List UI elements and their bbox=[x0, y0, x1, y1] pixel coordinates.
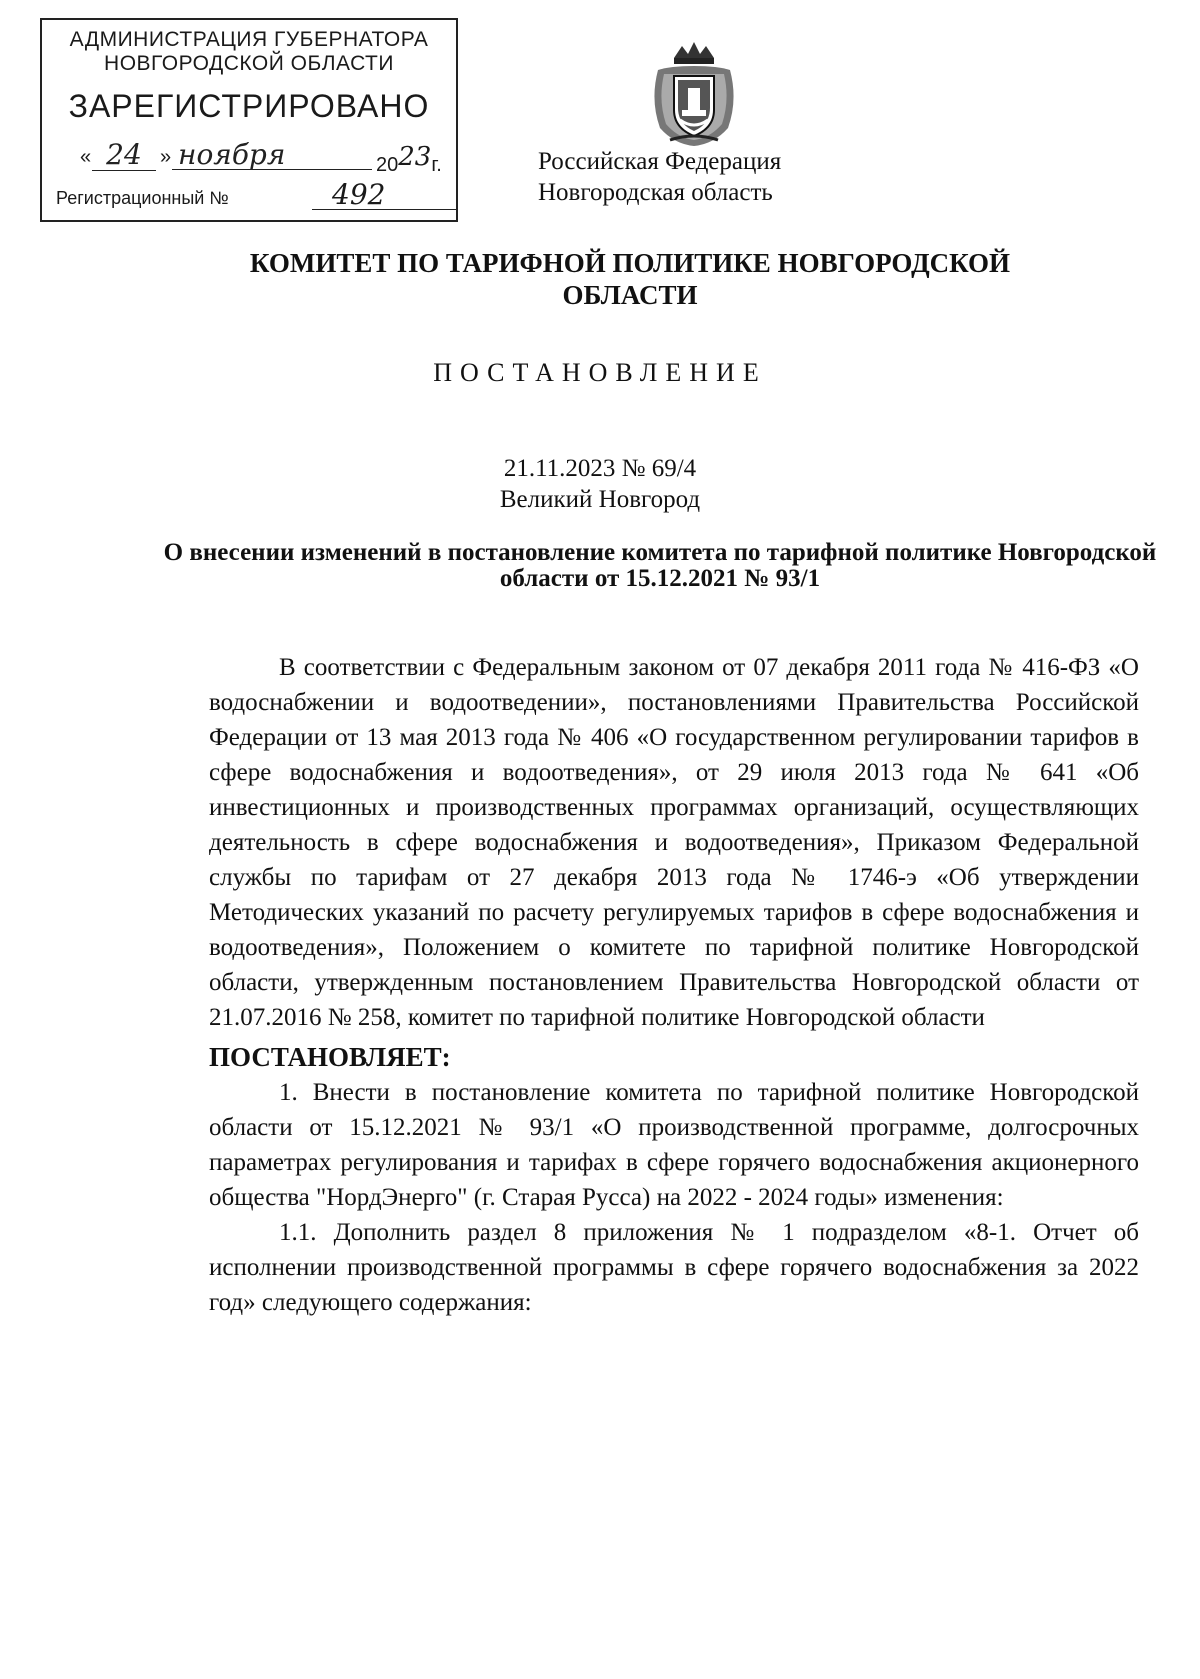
document-subject: О внесении изменений в постановление комитета по тарифной политике Новгородской области от 15.12.2021 № 93/1 bbox=[163, 539, 1157, 592]
stamp-date: « 24 » ноября 2023г. bbox=[80, 138, 442, 176]
stamp-registered: ЗАРЕГИСТРИРОВАНО bbox=[68, 88, 430, 124]
registration-stamp bbox=[40, 18, 458, 222]
header-federation bbox=[538, 146, 781, 208]
stamp-day: 24 bbox=[92, 138, 156, 171]
item-1-1-paragraph: 1.1. Дополнить раздел 8 приложения № 1 подразделом «8-1. Отчет об исполнении производственной программы в сфере горячего водоснабжения за 2022 год» следующего содержания: bbox=[209, 1219, 1139, 1316]
document-body bbox=[209, 650, 1139, 1320]
committee-title: КОМИТЕТ ПО ТАРИФНОЙ ПОЛИТИКЕ НОВГОРОДСКОЙ ОБЛАСТИ bbox=[249, 248, 1011, 310]
stamp-number-label: Регистрационный № bbox=[56, 188, 229, 208]
stamp-year: 2023г. bbox=[376, 142, 442, 176]
stamp-month: ноября bbox=[172, 138, 372, 170]
country-name: Российская Федерация bbox=[538, 148, 782, 175]
item-1-paragraph: 1. Внести в постановление комитета по тарифной политике Новгородской области от 15.12.2021 № 93/1 «О производственной программе, долгосрочных параметрах регулирования и тарифах в сфере горячего водоснабжения акционерного общества "НордЭнерго" (г. Старая Русса) на 2022 - 2024 годы» изменения: bbox=[209, 1079, 1139, 1211]
region-name: Новгородская область bbox=[538, 179, 773, 206]
document-meta bbox=[0, 453, 1200, 515]
coat-of-arms-icon bbox=[644, 40, 744, 148]
stamp-number: 492 bbox=[312, 178, 458, 210]
stamp-authority-line1: АДМИНИСТРАЦИЯ ГУБЕРНАТОРА bbox=[69, 28, 429, 51]
resolves-heading: ПОСТАНОВЛЯЕТ: bbox=[209, 1042, 451, 1072]
preamble-paragraph: В соответствии с Федеральным законом от 07 декабря 2011 года № 416-ФЗ «О водоснабжении и водоотведении», постановлениями Правительства Российской Федерации от 13 мая 2013 года № 406 «О государственном регулировании тарифов в сфере водоснабжения и водоотведения», от 29 июля 2013 года № 641 «Об инвестиционных и производственных программах организаций, осуществляющих деятельность в сфере водоснабжения и водоотведения», Приказом Федеральной службы по тарифам от 27 декабря 2013 года № 1746-э «Об утверждении Методических указаний по расчету регулируемых тарифов в сфере водоснабжения и водоотведения», Положением о комитете по тарифной политике Новгородской области, утвержденным постановлением Правительства Новгородской области от 21.07.2016 № 258, комитет по тарифной политике Новгородской области bbox=[209, 654, 1139, 1031]
document-date-number: 21.11.2023 № 69/4 bbox=[503, 455, 697, 482]
document-type: ПОСТАНОВЛЕНИЕ bbox=[433, 358, 767, 387]
stamp-authority-line2: НОВГОРОДСКОЙ ОБЛАСТИ bbox=[104, 52, 394, 75]
document-city: Великий Новгород bbox=[499, 486, 701, 513]
